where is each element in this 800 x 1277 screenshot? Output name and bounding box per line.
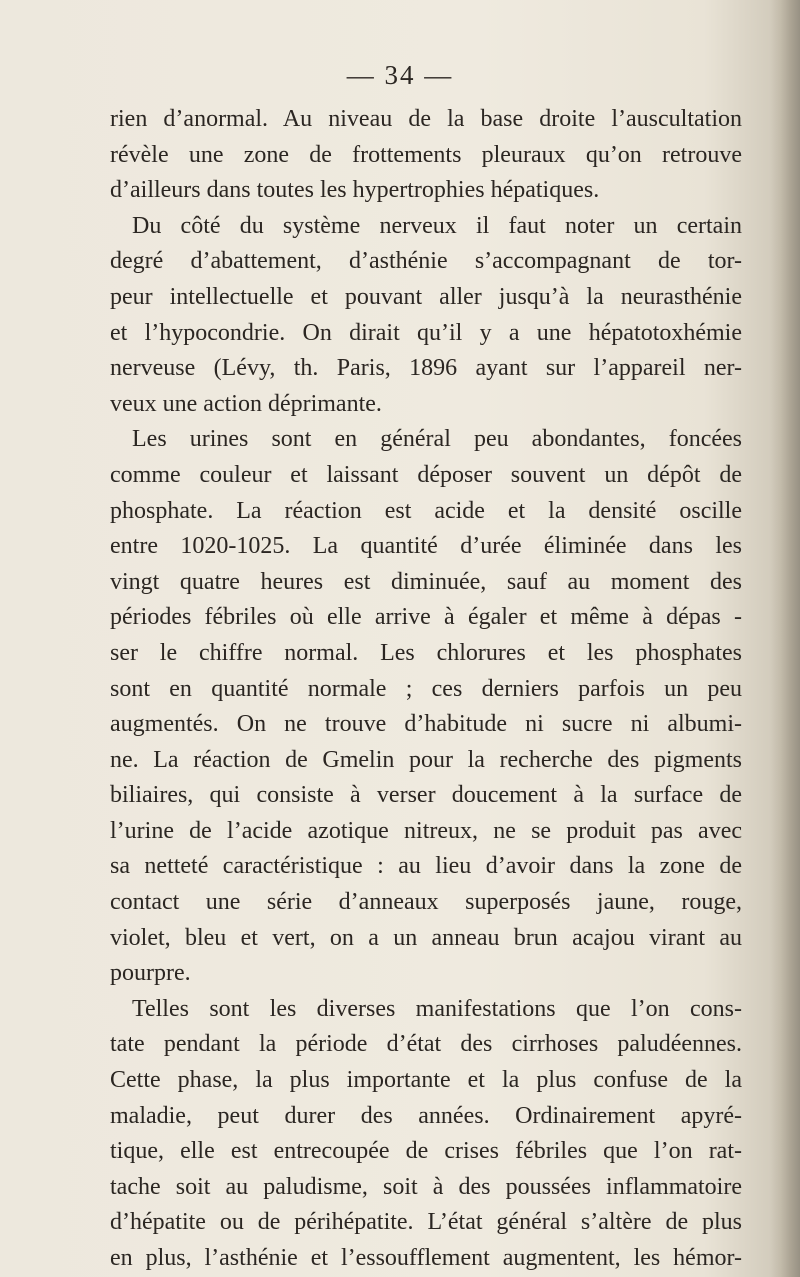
text-line: augmentés. On ne trouve d’habitude ni sucre ni albumi-	[110, 711, 742, 738]
text-line: Les urines sont en général peu abondantes, foncées	[132, 426, 742, 453]
text-line: d’hépatite ou de périhépatite. L’état général s’altère de plus	[110, 1209, 742, 1236]
text-line: comme couleur et laissant déposer souvent un dépôt de	[110, 461, 742, 488]
text-line: pourpre.	[110, 960, 191, 987]
text-line: maladie, peut durer des années. Ordinairement apyré-	[110, 1102, 742, 1129]
text-line: révèle une zone de frottements pleuraux qu’on retrouve	[110, 141, 742, 168]
text-line: rien d’anormal. Au niveau de la base droite l’auscultation	[110, 106, 742, 132]
text-line: nerveuse (Lévy, th. Paris, 1896 ayant sur l’appareil ner-	[110, 355, 742, 382]
text-line: phosphate. La réaction est acide et la densité oscille	[110, 497, 742, 524]
text-line: l’urine de l’acide azotique nitreux, ne se produit pas avec	[110, 817, 742, 844]
body-text	[110, 102, 742, 1277]
text-line: contact une série d’anneaux superposés jaune, rouge,	[110, 889, 742, 916]
text-line: veux une action déprimante.	[110, 390, 382, 417]
text-line: sont en quantité normale ; ces derniers parfois un peu	[110, 675, 742, 702]
text-line: Cette phase, la plus importante et la plus confuse de la	[110, 1067, 742, 1094]
text-line: tate pendant la période d’état des cirrhoses paludéennes.	[110, 1031, 742, 1058]
text-line: degré d’abattement, d’asthénie s’accompagnant de tor-	[110, 248, 742, 275]
text-line: Telles sont les diverses manifestations que l’on cons-	[132, 995, 742, 1022]
text-line: violet, bleu et vert, on a un anneau brun acajou virant au	[110, 924, 742, 951]
page-number: — 34 —	[346, 60, 454, 90]
text-line: périodes fébriles où elle arrive à égaler et même à dépas -	[110, 604, 742, 631]
text-line: sa netteté caractéristique : au lieu d’avoir dans la zone de	[110, 853, 742, 880]
text-line: tique, elle est entrecoupée de crises fébriles que l’on rat-	[110, 1138, 742, 1165]
text-line: vingt quatre heures est diminuée, sauf au moment des	[110, 568, 742, 595]
text-line: ser le chiffre normal. Les chlorures et les phosphates	[110, 639, 742, 666]
page-edge-shadow	[770, 0, 800, 1277]
text-line: Du côté du système nerveux il faut noter un certain	[132, 212, 742, 239]
text-line: peur intellectuelle et pouvant aller jusqu’à la neurasthénie	[110, 283, 742, 310]
text-line: ne. La réaction de Gmelin pour la recherche des pigments	[110, 746, 742, 773]
text-line: en plus, l’asthénie et l’essoufflement augmentent, les hémor-	[110, 1245, 742, 1271]
text-line: tache soit au paludisme, soit à des poussées inflammatoire	[110, 1173, 742, 1200]
text-line: d’ailleurs dans toutes les hypertrophies hépatiques.	[110, 177, 600, 204]
text-line: biliaires, qui consiste à verser doucement à la surface de	[110, 782, 742, 809]
text-line: entre 1020-1025. La quantité d’urée éliminée dans les	[110, 533, 742, 560]
text-line: et l’hypocondrie. On dirait qu’il y a une hépatotoxhémie	[110, 319, 742, 346]
